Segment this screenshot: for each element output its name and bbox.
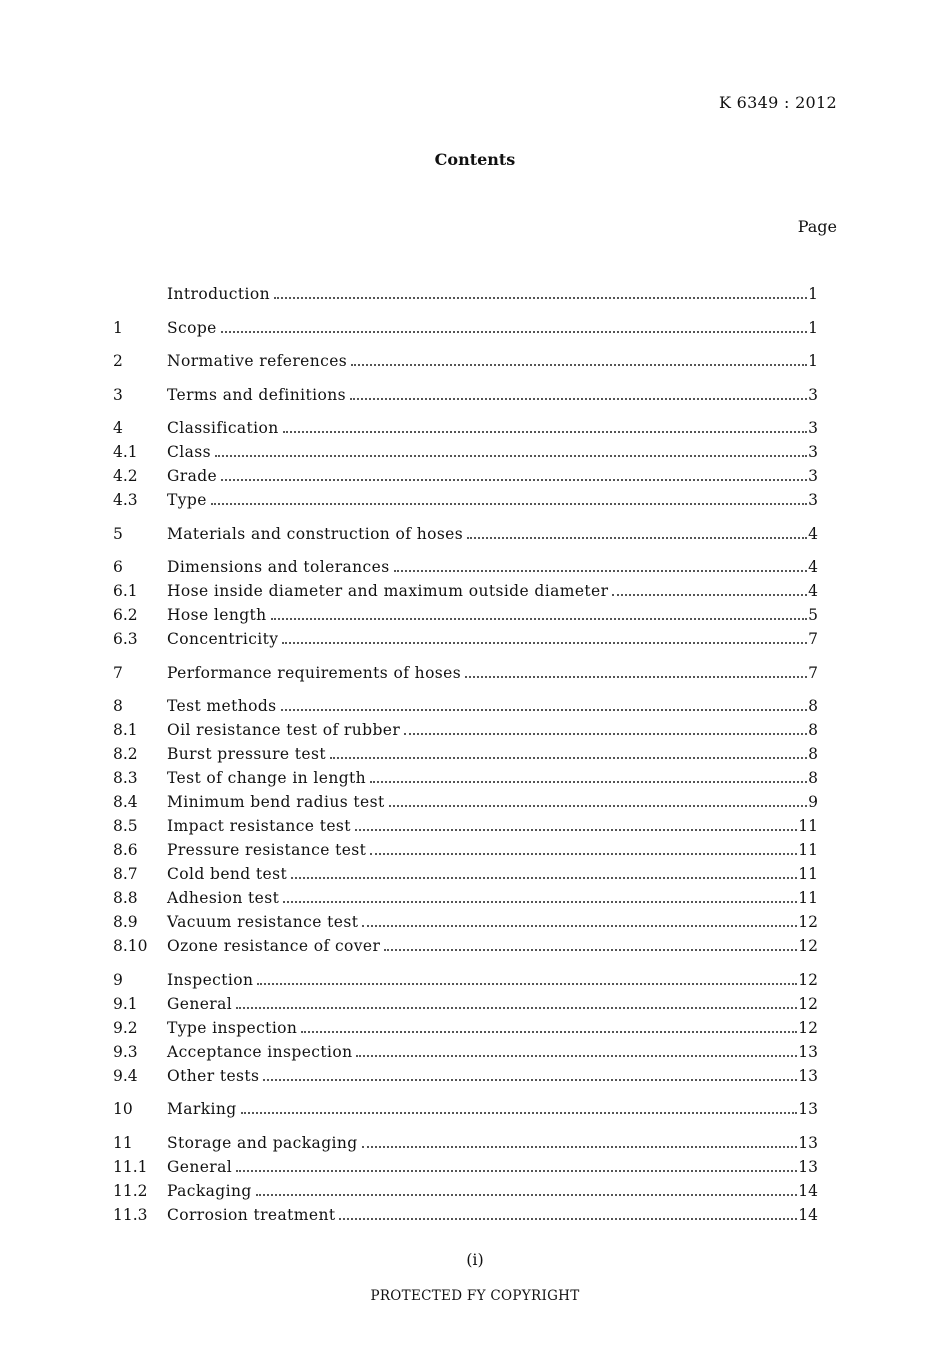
toc-entry-page: 13 bbox=[798, 1100, 818, 1118]
toc-entry-number: 8.5 bbox=[113, 817, 138, 835]
toc-entry-title: Burst pressure test bbox=[167, 745, 326, 763]
toc-entry[interactable] bbox=[113, 488, 818, 512]
toc-dot-leader bbox=[612, 594, 807, 596]
toc-dot-leader bbox=[356, 1055, 797, 1057]
toc-entry-page: 1 bbox=[808, 318, 818, 337]
toc-entry-number: 4.1 bbox=[113, 443, 138, 461]
toc-entry[interactable] bbox=[113, 886, 818, 910]
toc-entry[interactable] bbox=[113, 766, 818, 790]
toc-entry-page: 3 bbox=[808, 491, 818, 509]
toc-entry-title: Oil resistance test of rubber bbox=[167, 721, 401, 739]
toc-entry[interactable] bbox=[113, 992, 818, 1016]
toc-entry[interactable] bbox=[113, 910, 818, 934]
toc-entry-page: 1 bbox=[808, 352, 818, 370]
toc-entry[interactable] bbox=[113, 416, 818, 440]
toc-entry-number: 8.2 bbox=[113, 745, 138, 763]
toc-entry-title: Class bbox=[167, 443, 211, 461]
toc-entry-number: 1 bbox=[113, 318, 123, 337]
toc-entry-title: Type bbox=[167, 491, 207, 509]
toc-entry[interactable] bbox=[113, 814, 818, 838]
toc-entry[interactable] bbox=[113, 464, 818, 488]
toc-dot-leader bbox=[355, 829, 797, 831]
toc-dot-leader bbox=[389, 805, 808, 807]
toc-entry-title: Vacuum resistance test bbox=[167, 913, 359, 931]
toc-entry-page: 13 bbox=[798, 1042, 818, 1061]
toc-entry-title: Cold bend test bbox=[167, 865, 288, 883]
toc-dot-leader bbox=[215, 455, 807, 457]
toc-entry-page: 8 bbox=[808, 769, 818, 787]
toc-entry-page: 13 bbox=[798, 1133, 818, 1152]
toc-entry-page: 8 bbox=[808, 721, 818, 739]
toc-entry-page: 13 bbox=[798, 1066, 818, 1085]
toc-entry-page: 5 bbox=[808, 606, 818, 624]
toc-entry-page: 12 bbox=[798, 913, 818, 931]
toc-entry-title: Classification bbox=[167, 419, 279, 437]
toc-dot-leader bbox=[236, 1170, 797, 1172]
toc-entry-page: 4 bbox=[808, 558, 818, 576]
toc-entry-title: General bbox=[167, 1157, 233, 1176]
toc-dot-leader bbox=[350, 398, 807, 400]
toc-entry-page: 14 bbox=[798, 1181, 818, 1200]
toc-entry-page: 3 bbox=[808, 467, 818, 485]
toc-entry[interactable] bbox=[113, 934, 818, 958]
toc-entry-number: 8.8 bbox=[113, 889, 138, 907]
toc-entry[interactable] bbox=[113, 603, 818, 627]
toc-entry-number: 9.2 bbox=[113, 1018, 138, 1037]
toc-entry-title: Type inspection bbox=[167, 1018, 298, 1037]
toc-entry-page: 8 bbox=[808, 697, 818, 715]
toc-entry-page: 3 bbox=[808, 443, 818, 461]
toc-entry-page: 1 bbox=[808, 285, 818, 303]
toc-entry[interactable] bbox=[113, 555, 818, 579]
toc-dot-leader bbox=[221, 479, 807, 481]
toc-entry-page: 11 bbox=[798, 841, 818, 859]
toc-entry-number: 8.4 bbox=[113, 793, 138, 811]
toc-entry-title: Terms and definitions bbox=[167, 385, 346, 404]
toc-entry-page: 12 bbox=[798, 970, 818, 989]
toc-entry-page: 3 bbox=[808, 419, 818, 437]
toc-entry[interactable] bbox=[113, 440, 818, 464]
toc-entry-number: 8.1 bbox=[113, 721, 138, 739]
toc-entry[interactable] bbox=[113, 1203, 818, 1227]
toc-entry-title: Impact resistance test bbox=[167, 817, 351, 835]
page-folio: (i) bbox=[466, 1250, 484, 1269]
toc-dot-leader bbox=[211, 503, 807, 505]
toc-entry-title: Acceptance inspection bbox=[167, 1042, 353, 1061]
toc-entry-title: General bbox=[167, 994, 233, 1013]
toc-dot-leader bbox=[263, 1079, 797, 1081]
toc-entry-title: Test methods bbox=[167, 697, 277, 715]
toc-entry-title: Hose inside diameter and maximum outside diameter bbox=[167, 582, 609, 600]
toc-entry-page: 8 bbox=[808, 745, 818, 763]
toc-entry-number: 11 bbox=[113, 1133, 133, 1152]
toc-entry[interactable] bbox=[113, 1155, 818, 1179]
toc-entry-number: 9.1 bbox=[113, 994, 138, 1013]
toc-entry-title: Storage and packaging bbox=[167, 1133, 358, 1152]
toc-entry[interactable] bbox=[113, 1097, 818, 1121]
toc-entry[interactable] bbox=[113, 718, 818, 742]
toc-dot-leader bbox=[394, 570, 808, 572]
toc-entry-number: 9 bbox=[113, 970, 123, 989]
toc-entry-number: 10 bbox=[113, 1100, 133, 1118]
toc-dot-leader bbox=[256, 1194, 798, 1196]
toc-entry-number: 3 bbox=[113, 385, 123, 404]
toc-entry[interactable] bbox=[113, 790, 818, 814]
toc-entry[interactable] bbox=[113, 862, 818, 886]
toc-dot-leader bbox=[370, 853, 797, 855]
toc-dot-leader bbox=[330, 757, 807, 759]
toc-entry-page: 4 bbox=[808, 582, 818, 600]
toc-entry-title: Normative references bbox=[167, 352, 348, 370]
toc-entry-title: Test of change in length bbox=[167, 769, 367, 787]
toc-dot-leader bbox=[404, 733, 807, 735]
toc-entry[interactable] bbox=[113, 968, 818, 992]
toc-entry-number: 8.6 bbox=[113, 841, 138, 859]
toc-entry-page: 4 bbox=[808, 524, 818, 543]
toc-entry[interactable] bbox=[113, 579, 818, 603]
toc-entry-page: 14 bbox=[798, 1205, 818, 1224]
toc-dot-leader bbox=[465, 676, 807, 678]
toc-entry-number: 8.10 bbox=[113, 937, 148, 955]
toc-dot-leader bbox=[283, 901, 797, 903]
toc-entry-number: 2 bbox=[113, 352, 123, 370]
toc-entry[interactable] bbox=[113, 1179, 818, 1203]
toc-dot-leader bbox=[291, 877, 797, 879]
toc-entry[interactable] bbox=[113, 661, 818, 685]
toc-dot-leader bbox=[339, 1218, 797, 1220]
toc-entry-number: 9.3 bbox=[113, 1042, 138, 1061]
toc-entry-title: Hose length bbox=[167, 606, 267, 624]
toc-entry-number: 4.2 bbox=[113, 467, 138, 485]
toc-entry-page: 12 bbox=[798, 1018, 818, 1037]
toc-entry-title: Corrosion treatment bbox=[167, 1205, 336, 1224]
toc-entry[interactable] bbox=[113, 627, 818, 651]
toc-entry-title: Pressure resistance test bbox=[167, 841, 367, 859]
toc-entry-number: 11.1 bbox=[113, 1157, 148, 1176]
toc-entry-title: Other tests bbox=[167, 1066, 260, 1085]
toc-entry-number: 8.7 bbox=[113, 865, 138, 883]
toc-entry-page: 3 bbox=[808, 385, 818, 404]
toc-dot-leader bbox=[384, 949, 797, 951]
toc-entry[interactable] bbox=[113, 742, 818, 766]
toc-entry-number: 6 bbox=[113, 558, 123, 576]
toc-entry-title: Inspection bbox=[167, 970, 254, 989]
toc-entry-page: 12 bbox=[798, 994, 818, 1013]
toc-dot-leader bbox=[362, 925, 797, 927]
toc-entry-title: Scope bbox=[167, 318, 217, 337]
toc-dot-leader bbox=[274, 297, 807, 299]
toc-entry[interactable] bbox=[113, 838, 818, 862]
toc-entry-page: 7 bbox=[808, 630, 818, 648]
toc-entry[interactable] bbox=[113, 694, 818, 718]
toc-entry-number: 6.3 bbox=[113, 630, 138, 648]
toc-entry-title: Performance requirements of hoses bbox=[167, 663, 462, 682]
toc-entry-number: 8 bbox=[113, 697, 123, 715]
toc-entry-number: 6.2 bbox=[113, 606, 138, 624]
toc-entry[interactable] bbox=[113, 383, 818, 407]
toc-entry[interactable] bbox=[113, 316, 818, 340]
toc-entry-page: 11 bbox=[798, 817, 818, 835]
toc-entry-page: 13 bbox=[798, 1157, 818, 1176]
toc-entry-page: 9 bbox=[808, 793, 818, 811]
toc-entry[interactable] bbox=[113, 1040, 818, 1064]
toc-entry-page: 11 bbox=[798, 889, 818, 907]
toc-dot-leader bbox=[351, 364, 807, 366]
toc-dot-leader bbox=[282, 642, 807, 644]
toc-entry-title: Packaging bbox=[167, 1181, 252, 1200]
toc-entry-number: 7 bbox=[113, 663, 123, 682]
toc-entry-title: Dimensions and tolerances bbox=[167, 558, 390, 576]
toc-entry[interactable] bbox=[113, 1016, 818, 1040]
toc-entry-title: Marking bbox=[167, 1100, 237, 1118]
toc-dot-leader bbox=[283, 431, 807, 433]
toc-dot-leader bbox=[301, 1031, 797, 1033]
toc-entry[interactable] bbox=[113, 522, 818, 546]
toc-entry-title: Materials and construction of hoses bbox=[167, 524, 464, 543]
toc-dot-leader bbox=[257, 983, 797, 985]
toc-entry-number: 4.3 bbox=[113, 491, 138, 509]
toc-entry-number: 4 bbox=[113, 419, 123, 437]
table-of-contents bbox=[113, 282, 818, 1227]
contents-title: Contents bbox=[434, 150, 516, 169]
toc-entry-title: Grade bbox=[167, 467, 218, 485]
page-column-label: Page bbox=[797, 217, 837, 236]
copyright-footer: PROTECTED FY COPYRIGHT bbox=[370, 1288, 580, 1304]
toc-dot-leader bbox=[281, 709, 808, 711]
toc-entry-page: 11 bbox=[798, 865, 818, 883]
toc-dot-leader bbox=[236, 1007, 797, 1009]
toc-entry-title: Minimum bend radius test bbox=[167, 793, 385, 811]
document-id: K 6349 : 2012 bbox=[719, 93, 837, 112]
toc-entry-title: Introduction bbox=[167, 285, 270, 303]
toc-entry-number: 6.1 bbox=[113, 582, 138, 600]
toc-entry[interactable] bbox=[113, 1131, 818, 1155]
toc-entry-number: 8.9 bbox=[113, 913, 138, 931]
toc-dot-leader bbox=[362, 1146, 798, 1148]
toc-entry-title: Concentricity bbox=[167, 630, 279, 648]
toc-dot-leader bbox=[467, 537, 807, 539]
toc-entry-page: 7 bbox=[808, 663, 818, 682]
toc-dot-leader bbox=[271, 618, 808, 620]
toc-dot-leader bbox=[221, 331, 807, 333]
toc-entry[interactable] bbox=[113, 282, 818, 306]
toc-entry[interactable] bbox=[113, 349, 818, 373]
toc-entry-number: 11.3 bbox=[113, 1205, 148, 1224]
toc-entry[interactable] bbox=[113, 1064, 818, 1088]
toc-entry-page: 12 bbox=[798, 937, 818, 955]
toc-entry-title: Ozone resistance of cover bbox=[167, 937, 381, 955]
toc-dot-leader bbox=[370, 781, 807, 783]
toc-dot-leader bbox=[241, 1112, 798, 1114]
toc-entry-number: 5 bbox=[113, 524, 123, 543]
toc-entry-number: 8.3 bbox=[113, 769, 138, 787]
toc-entry-number: 11.2 bbox=[113, 1181, 148, 1200]
toc-entry-title: Adhesion test bbox=[167, 889, 280, 907]
toc-entry-number: 9.4 bbox=[113, 1066, 138, 1085]
